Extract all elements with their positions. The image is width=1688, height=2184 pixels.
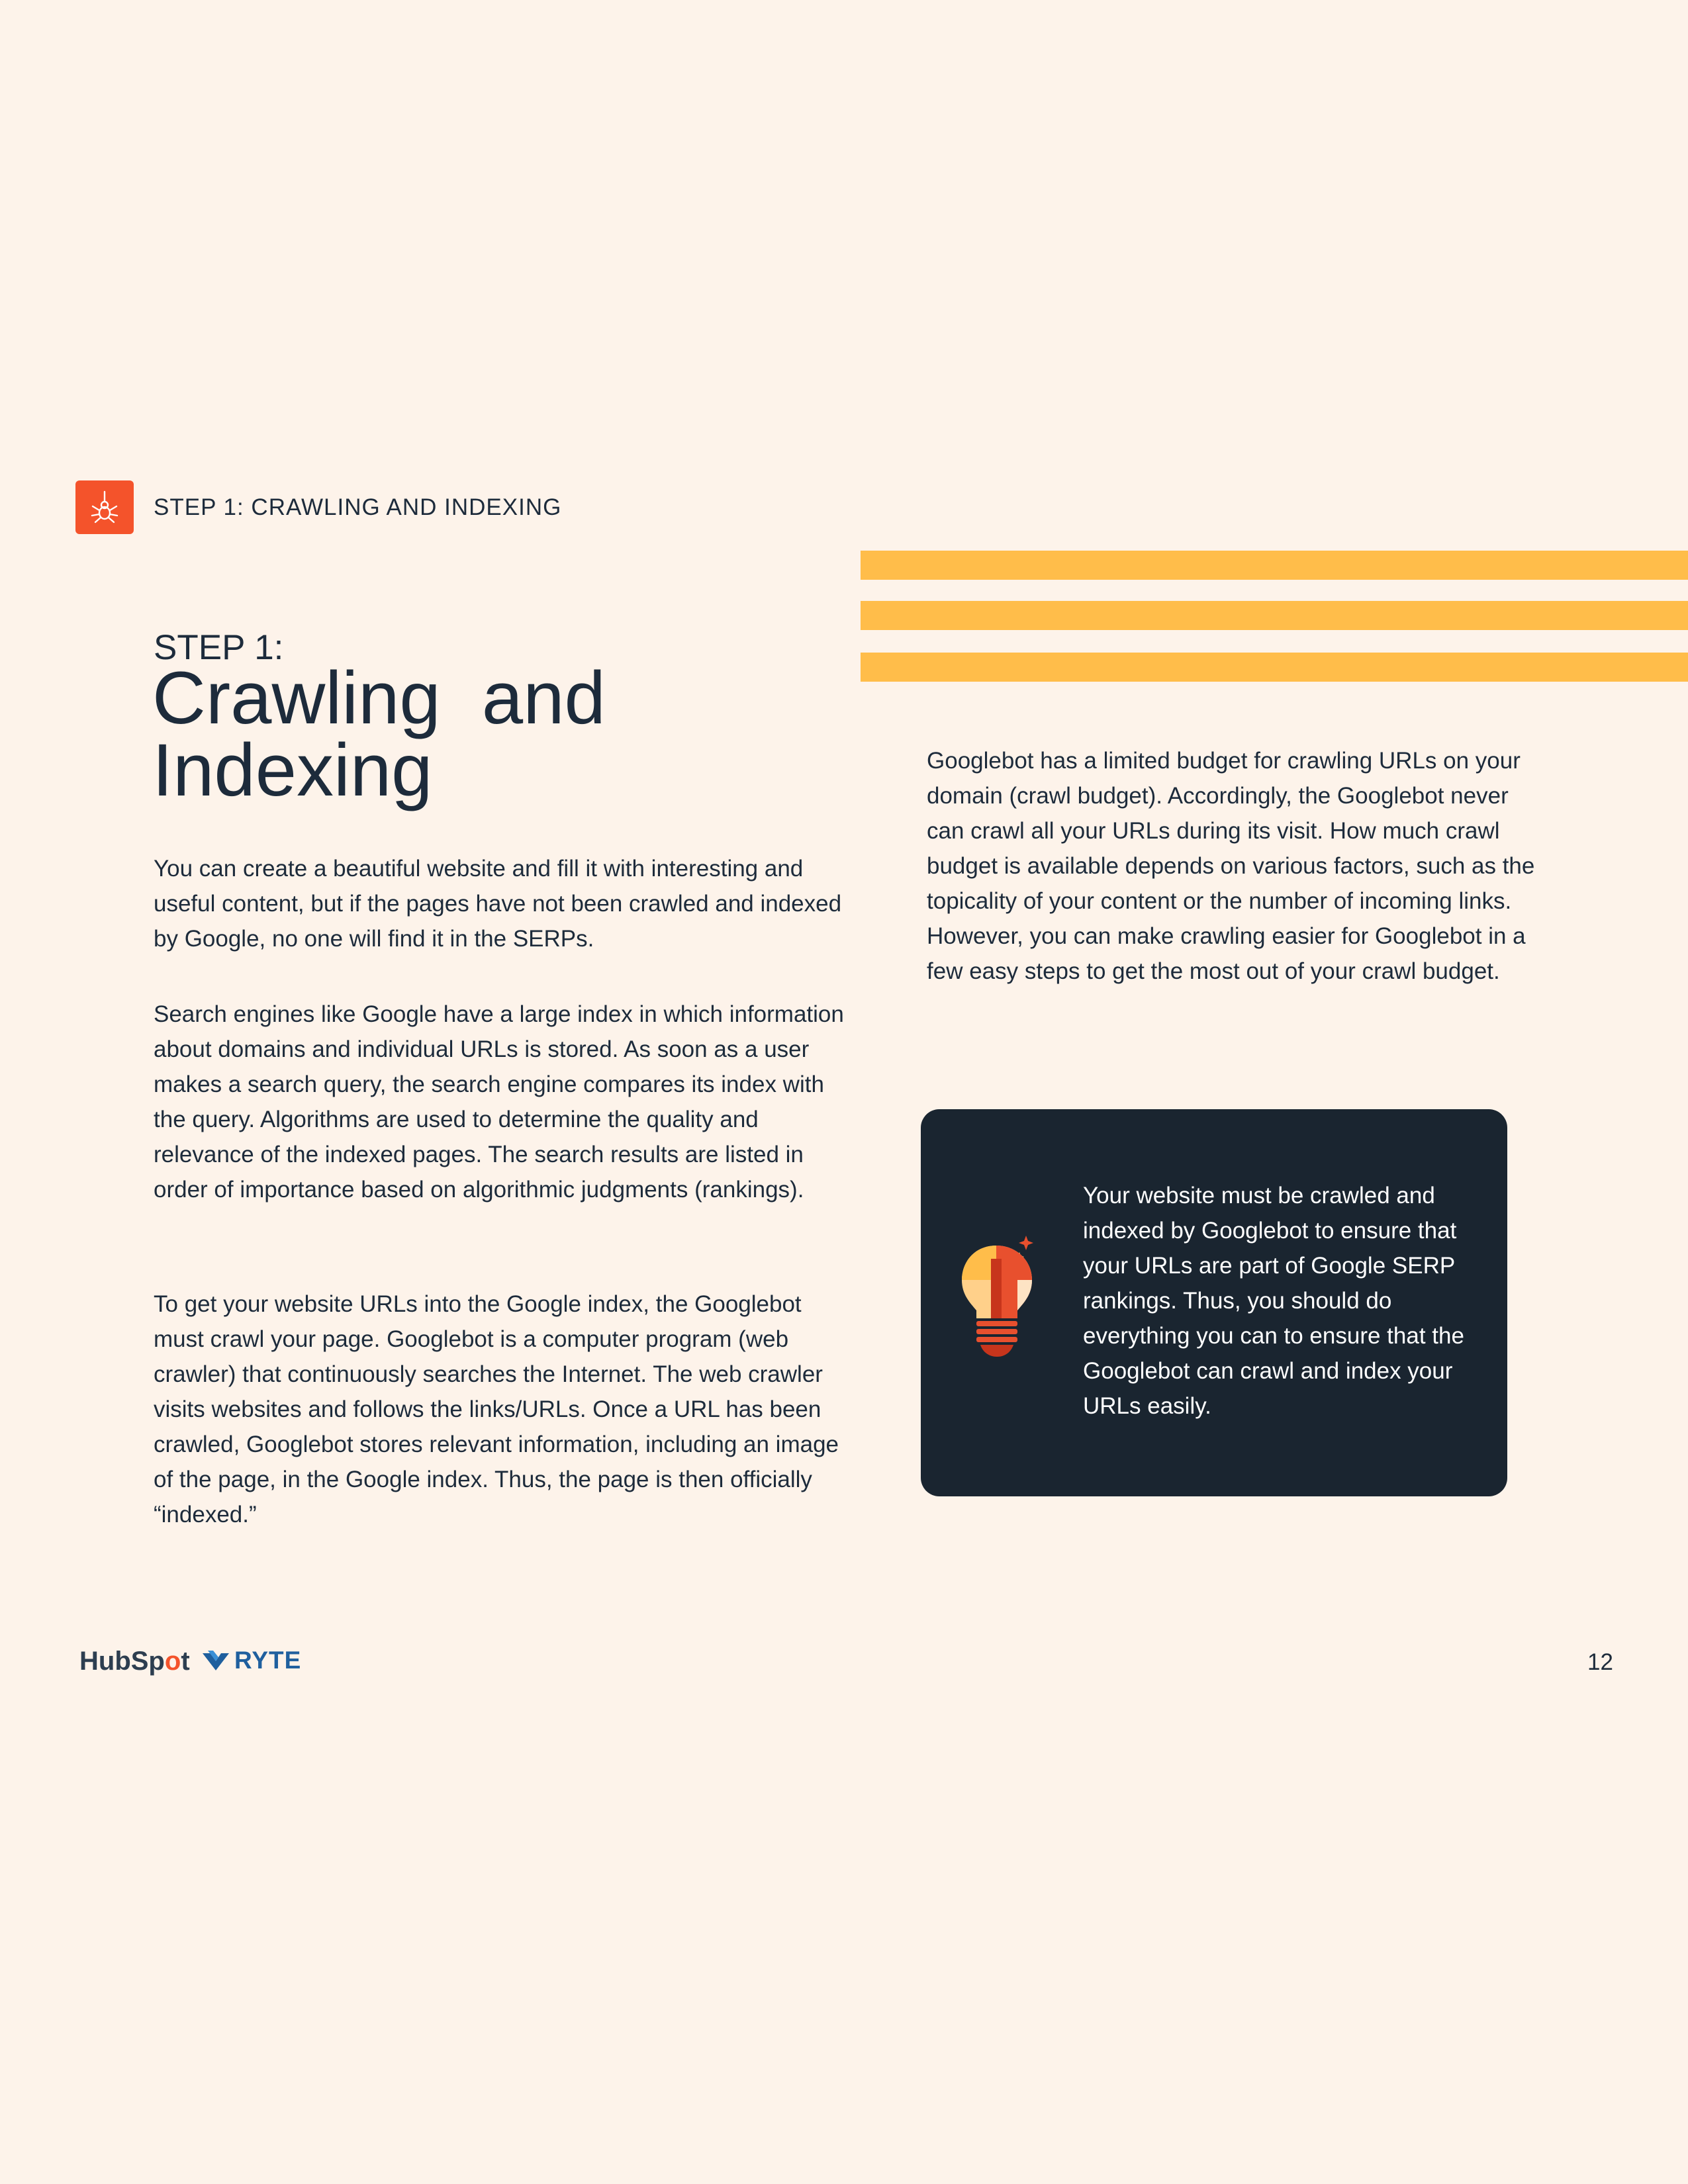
body-paragraph: Search engines like Google have a large index in which information about domains and individual URLs is stored. As soon as a user makes a search query, the search engine compares its index with the query. Algorithms are used to determine the quality and relevance of the indexed pages. The search results are listed in order of importance based on algorithmic judgments (rankings). [154,1001,844,1203]
title-line: Crawling and [152,657,606,739]
spider-icon [75,480,134,534]
page-title [152,657,814,811]
title-line: Indexing [152,729,433,811]
step-kicker: STEP 1: [154,628,284,667]
section-header-label: STEP 1: CRAWLING AND INDEXING [154,494,562,520]
callout-text: Your website must be crawled and indexed by Googlebot to ensure that your URLs are part of Google SERP rankings. Thus, you should do everything you can to ensure that the Googlebot can crawl and index your URLs easily. [1083,1183,1464,1419]
decorative-stripe [861,653,1688,682]
body-paragraph: You can create a beautiful website and fill it with interesting and useful content, but if the pages have not been crawled and indexed by Google, no one will find it in the SERPs. [154,856,842,952]
body-paragraph: Googlebot has a limited budget for crawling URLs on your domain (crawl budget). Accordingly, the Googlebot never can crawl all your URLs during its visit. How much crawl budget is available depends on various factors, such as the topicality of your content or the number of incoming links. However, you can make crawling easier for Googlebot in a few easy steps to get the most out of your crawl budget. [927,748,1535,984]
lightbulb-icon [957,1232,1043,1358]
ryte-mark-icon [201,1649,230,1672]
hubspot-logo: HubSp o t [79,1647,190,1676]
decorative-stripe [861,551,1688,580]
ryte-logo [201,1647,301,1674]
decorative-stripe [861,601,1688,630]
page-number: 12 [1587,1649,1613,1675]
ryte-logo-text: RYTE [234,1647,302,1674]
body-paragraph: To get your website URLs into the Google index, the Googlebot must crawl your page. Googlebot is a computer program (web crawler) that continuously searches the Internet. The web crawler visits websites and follows the links/URLs. Once a URL has been crawled, Googlebot stores relevant information, including an image of the page, in the Google index. Thus, the page is then officially “indexed.” [154,1291,839,1527]
